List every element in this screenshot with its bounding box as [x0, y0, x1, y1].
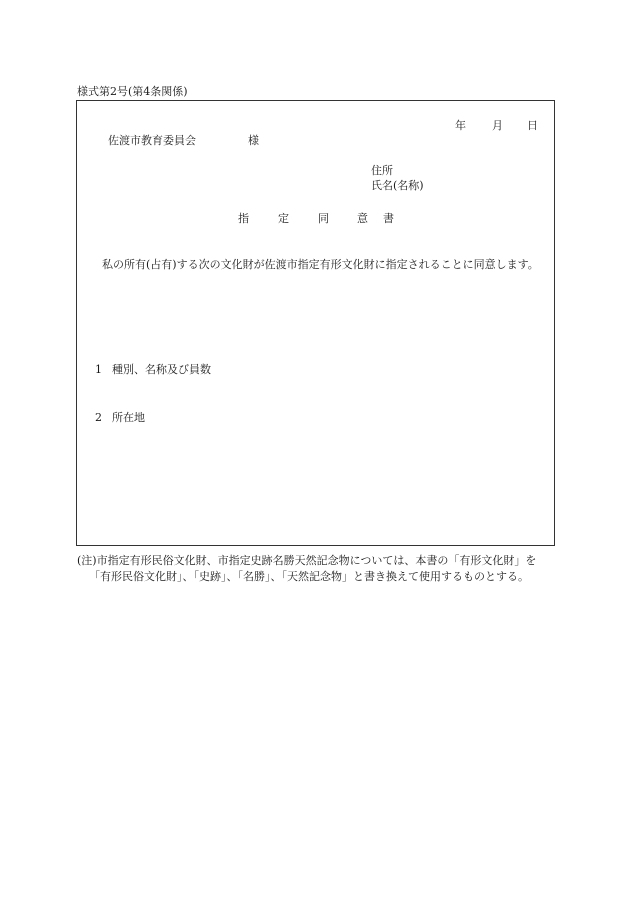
- item-label: 所在地: [112, 411, 145, 424]
- item-number: 1: [95, 363, 102, 376]
- footnote: (注)市指定有形民俗文化財、市指定史跡名勝天然記念物については、本書の「有形文化財」を「有形民俗文化財」、「史跡」、「名勝」、「天然記念物」と書き換えて使用するものとする。: [77, 554, 537, 583]
- title-char: 同: [318, 212, 329, 225]
- document-title: [238, 210, 398, 224]
- addressee-honorific: 様: [248, 134, 259, 147]
- item-location: [95, 411, 145, 425]
- form-number-label: 様式第2号(第4条関係): [77, 85, 188, 98]
- item-label: 種別、名称及び員数: [112, 363, 211, 376]
- title-char: 定: [278, 212, 289, 225]
- title-char: 書: [383, 212, 394, 225]
- title-char: 意: [357, 212, 368, 225]
- addressee-name: 佐渡市教育委員会: [108, 134, 196, 147]
- date-month-label: 月: [492, 119, 503, 132]
- item-number: 2: [95, 411, 102, 424]
- form-frame: [76, 100, 555, 546]
- date-year-label: 年: [455, 119, 466, 132]
- date-day-label: 日: [527, 119, 538, 132]
- applicant-address-label: 住所: [371, 164, 393, 177]
- title-char: 指: [238, 212, 249, 225]
- item-type-name-count: [95, 363, 211, 377]
- applicant-name-label: 氏名(名称): [371, 179, 424, 192]
- consent-statement: 私の所有(占有)する次の文化財が佐渡市指定有形文化財に指定されることに同意します。: [102, 258, 539, 271]
- date-row: [455, 117, 537, 131]
